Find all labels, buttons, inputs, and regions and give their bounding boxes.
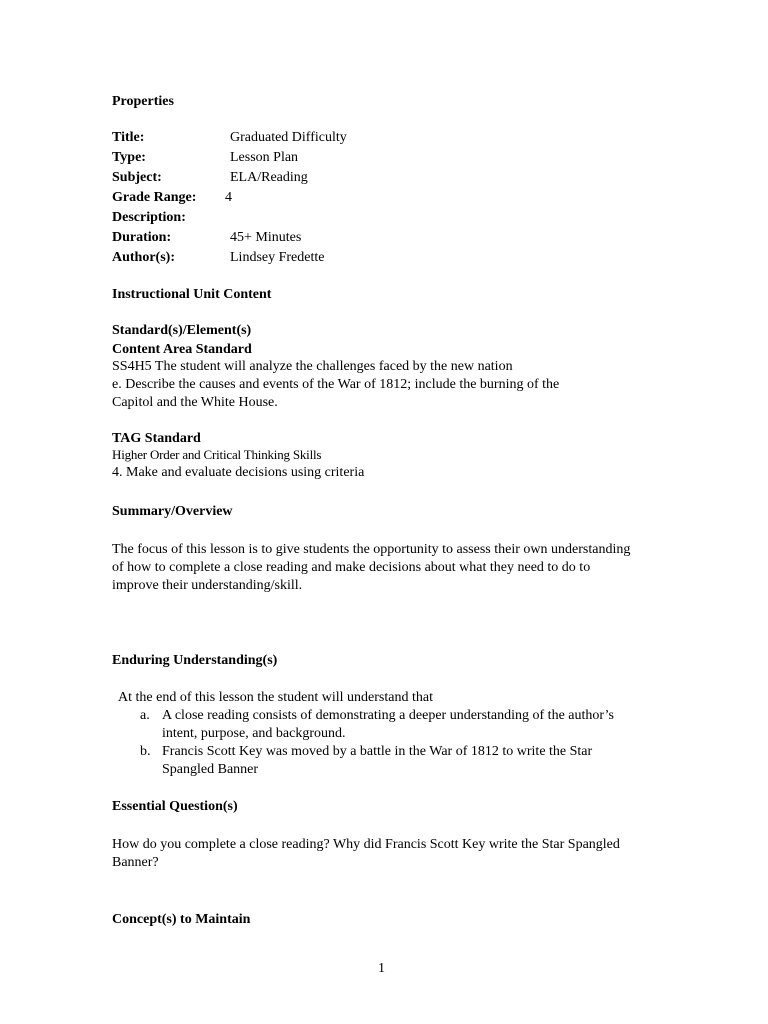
instructional-unit-heading: Instructional Unit Content — [112, 287, 272, 302]
grade-range-value: 4 — [225, 190, 232, 205]
authors-label: Author(s): — [112, 250, 175, 265]
properties-heading: Properties — [112, 94, 174, 109]
enduring-heading: Enduring Understanding(s) — [112, 653, 278, 668]
subject-label: Subject: — [112, 170, 162, 185]
type-value: Lesson Plan — [230, 150, 299, 165]
essential-line: Banner? — [112, 855, 159, 870]
tag-heading: TAG Standard — [112, 431, 201, 446]
content-area-line: SS4H5 The student will analyze the challenges faced by the new nation — [112, 359, 513, 374]
list-item-line: intent, purpose, and background. — [162, 726, 346, 741]
enduring-intro: At the end of this lesson the student will understand that — [118, 690, 433, 705]
grade-range-label: Grade Range: — [112, 190, 197, 205]
summary-line: improve their understanding/skill. — [112, 578, 303, 593]
summary-line: The focus of this lesson is to give students the opportunity to assess their own understanding — [112, 542, 631, 557]
tag-line: Higher Order and Critical Thinking Skills — [112, 447, 322, 462]
authors-value: Lindsey Fredette — [230, 250, 325, 265]
content-area-line: e. Describe the causes and events of the War of 1812; include the burning of the — [112, 377, 560, 392]
summary-heading: Summary/Overview — [112, 504, 233, 519]
tag-line: 4. Make and evaluate decisions using criteria — [112, 465, 365, 480]
list-marker: b. — [140, 744, 151, 759]
content-area-heading: Content Area Standard — [112, 342, 252, 357]
concepts-heading: Concept(s) to Maintain — [112, 912, 251, 927]
summary-line: of how to complete a close reading and make decisions about what they need to do to — [112, 560, 591, 575]
page-number: 1 — [378, 961, 385, 976]
content-area-line: Capitol and the White House. — [112, 395, 278, 410]
description-label: Description: — [112, 210, 186, 225]
list-item-line: Francis Scott Key was moved by a battle in the War of 1812 to write the Star — [162, 744, 593, 759]
subject-value: ELA/Reading — [230, 170, 308, 185]
essential-line: How do you complete a close reading? Why did Francis Scott Key write the Star Spangled — [112, 837, 620, 852]
title-value: Graduated Difficulty — [230, 130, 347, 145]
standards-heading: Standard(s)/Element(s) — [112, 323, 252, 338]
title-label: Title: — [112, 130, 145, 145]
list-item-line: Spangled Banner — [162, 762, 259, 777]
type-label: Type: — [112, 150, 146, 165]
duration-label: Duration: — [112, 230, 172, 245]
essential-heading: Essential Question(s) — [112, 799, 238, 814]
list-item-line: A close reading consists of demonstrating a deeper understanding of the author’s — [162, 708, 614, 723]
list-marker: a. — [140, 708, 150, 723]
duration-value: 45+ Minutes — [230, 230, 302, 245]
